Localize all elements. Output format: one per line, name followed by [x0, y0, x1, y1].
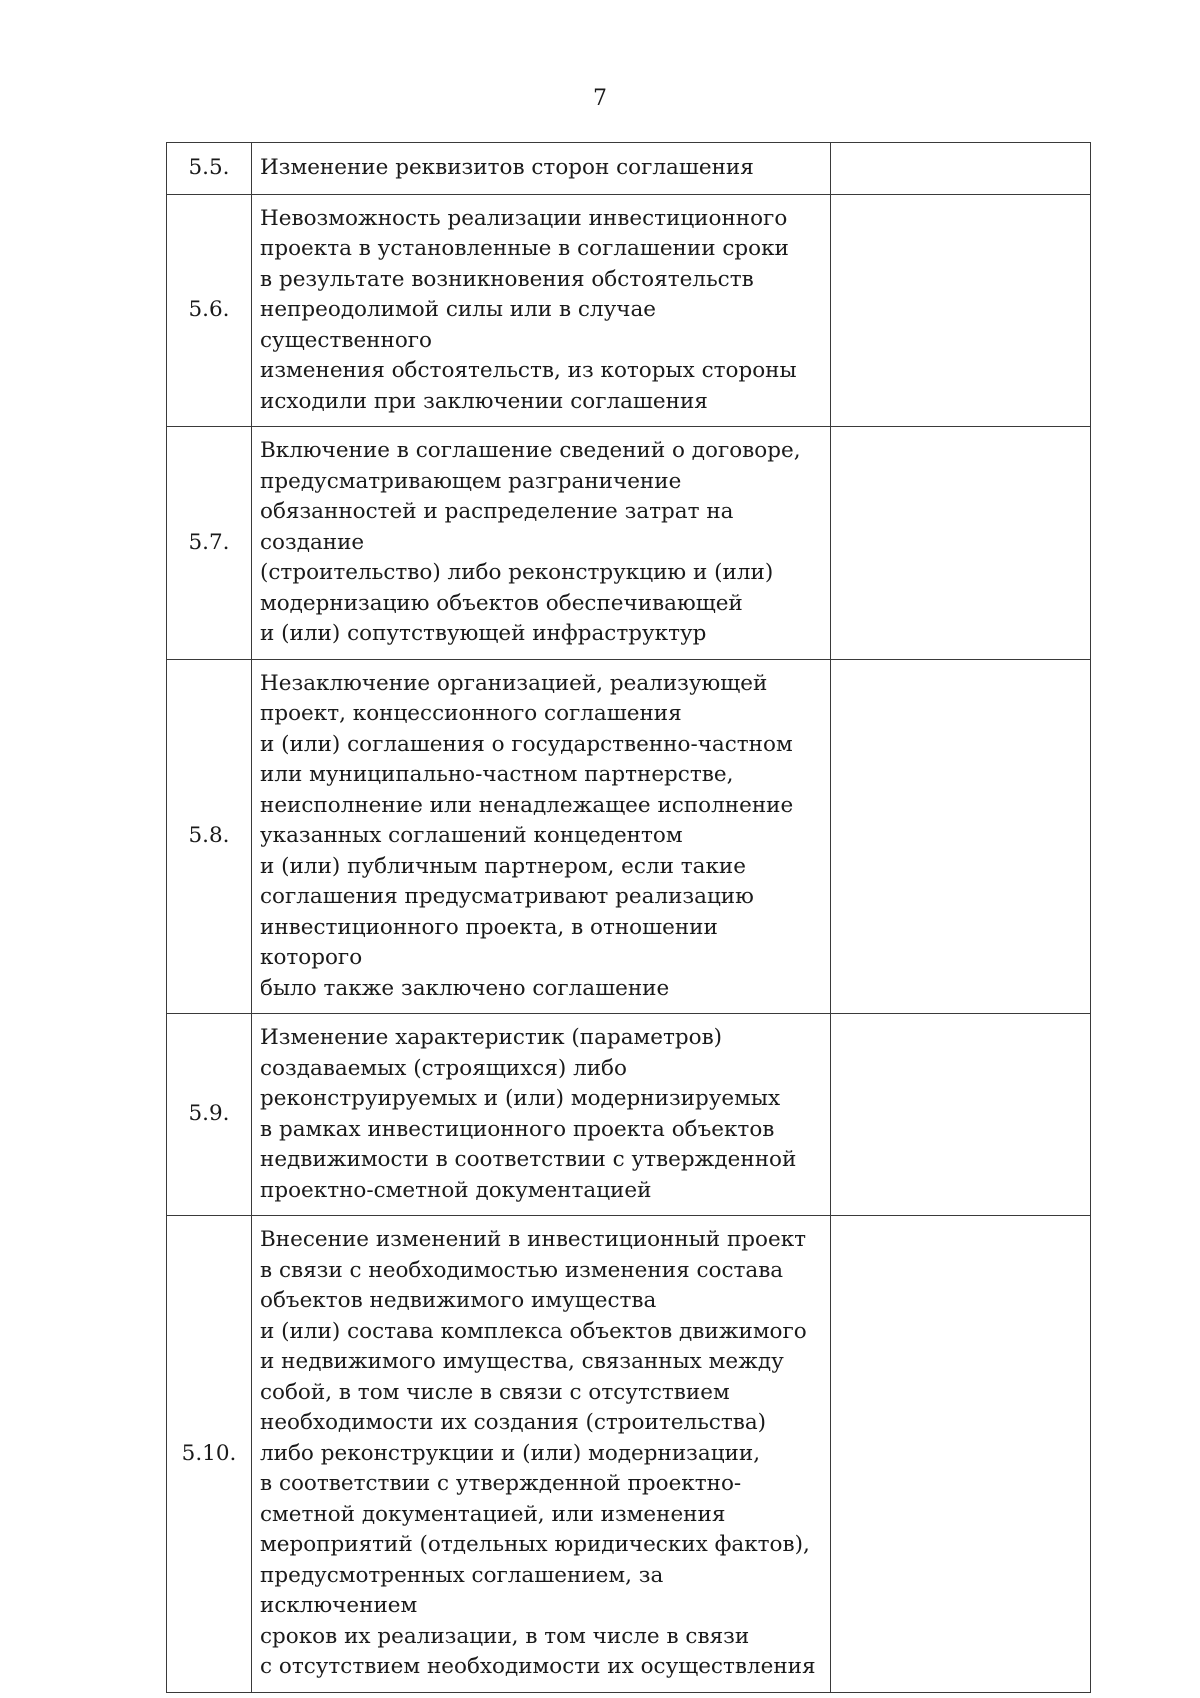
row-description: Невозможность реализации инвестиционного проекта в установленные в соглашении сроки в результате возникновения обстоятельств непреодолимой силы или в случае существенного изменения обстоятельств, из которых стороны исходили при заключении соглашения: [252, 194, 831, 427]
row-number: 5.7.: [167, 427, 252, 660]
table-row: [167, 659, 1091, 1014]
row-description: Незаключение организацией, реализующей проект, концессионного соглашения и (или) соглашения о государственно-частном или муниципально-частном партнерстве, неисполнение или ненадлежащее исполнение указанных соглашений концедентом и (или) публичным партнером, если такие соглашения предусматривают реализацию инвестиционного проекта, в отношении которого было также заключено соглашение: [252, 659, 831, 1014]
row-empty-cell: [831, 1014, 1091, 1216]
row-description: Изменение реквизитов сторон соглашения: [252, 143, 831, 195]
row-empty-cell: [831, 427, 1091, 660]
table-row: [167, 427, 1091, 660]
row-number: 5.8.: [167, 659, 252, 1014]
table-row: [167, 194, 1091, 427]
row-empty-cell: [831, 1216, 1091, 1693]
row-description: Изменение характеристик (параметров) создаваемых (строящихся) либо реконструируемых и (или) модернизируемых в рамках инвестиционного проекта объектов недвижимости в соответствии с утвержденной проектно-сметной документацией: [252, 1014, 831, 1216]
row-number: 5.9.: [167, 1014, 252, 1216]
table-row: [167, 1216, 1091, 1693]
row-number: 5.10.: [167, 1216, 252, 1693]
row-empty-cell: [831, 659, 1091, 1014]
row-description: Внесение изменений в инвестиционный проект в связи с необходимостью изменения состава объектов недвижимого имущества и (или) состава комплекса объектов движимого и недвижимого имущества, связанных между собой, в том числе в связи с отсутствием необходимости их создания (строительства) либо реконструкции и (или) модернизации, в соответствии с утвержденной проектно- сметной документацией, или изменения мероприятий (отдельных юридических фактов), предусмотренных соглашением, за исключением сроков их реализации, в том числе в связи с отсутствием необходимости их осуществления: [252, 1216, 831, 1693]
row-empty-cell: [831, 143, 1091, 195]
conditions-table: [166, 142, 1091, 1693]
page-number: 7: [593, 86, 607, 111]
row-number: 5.5.: [167, 143, 252, 195]
row-description: Включение в соглашение сведений о договоре, предусматривающем разграничение обязанностей и распределение затрат на создание (строительство) либо реконструкцию и (или) модернизацию объектов обеспечивающей и (или) сопутствующей инфраструктур: [252, 427, 831, 660]
row-empty-cell: [831, 194, 1091, 427]
table-row: [167, 1014, 1091, 1216]
row-number: 5.6.: [167, 194, 252, 427]
table-row: [167, 143, 1091, 195]
